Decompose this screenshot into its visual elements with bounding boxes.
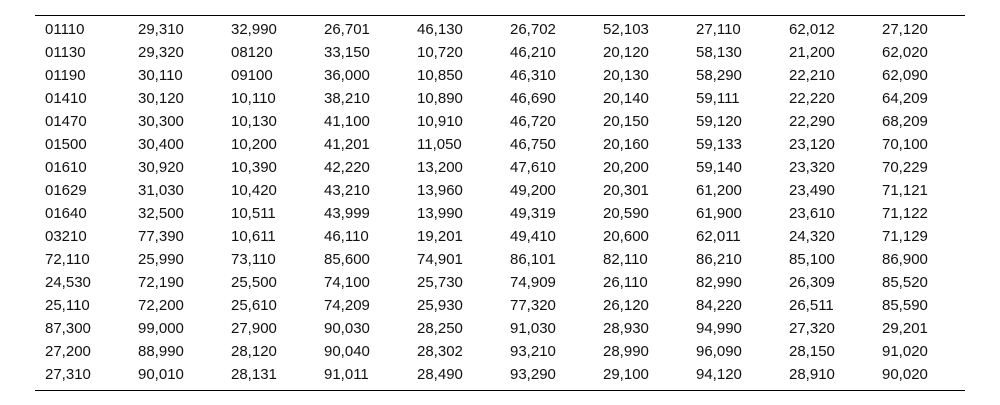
- table-cell: 03210: [45, 228, 87, 245]
- table-row: [35, 294, 965, 317]
- code-table-body: [35, 18, 965, 386]
- table-cell: 42,220: [324, 159, 370, 176]
- table-cell: 25,500: [231, 274, 277, 291]
- table-cell: 43,999: [324, 205, 370, 222]
- table-cell: 90,040: [324, 343, 370, 360]
- table-cell: 26,309: [789, 274, 835, 291]
- table-cell: 01110: [45, 21, 85, 38]
- table-cell: 90,030: [324, 320, 370, 337]
- table-cell: 22,290: [789, 113, 835, 130]
- table-cell: 20,301: [603, 182, 649, 199]
- table-cell: 73,110: [231, 251, 276, 268]
- table-row: [35, 110, 965, 133]
- table-cell: 74,909: [510, 274, 556, 291]
- table-cell: 23,490: [789, 182, 835, 199]
- table-cell: 01130: [45, 44, 86, 61]
- code-table-container: [35, 15, 965, 391]
- table-cell: 10,720: [417, 44, 463, 61]
- table-row: [35, 41, 965, 64]
- table-cell: 86,900: [882, 251, 928, 268]
- table-cell: 24,530: [45, 274, 91, 291]
- table-cell: 93,290: [510, 366, 556, 383]
- table-row: [35, 133, 965, 156]
- table-row: [35, 202, 965, 225]
- table-cell: 74,209: [324, 297, 370, 314]
- table-cell: 26,120: [603, 297, 649, 314]
- table-cell: 01190: [45, 67, 86, 84]
- table-cell: 61,900: [696, 205, 742, 222]
- table-cell: 49,200: [510, 182, 556, 199]
- table-cell: 85,520: [882, 274, 928, 291]
- table-cell: 46,130: [417, 21, 463, 38]
- table-cell: 30,920: [138, 159, 184, 176]
- table-row: [35, 156, 965, 179]
- table-cell: 29,310: [138, 21, 184, 38]
- table-cell: 29,100: [603, 366, 649, 383]
- table-row: [35, 18, 965, 41]
- table-cell: 62,020: [882, 44, 928, 61]
- table-cell: 24,320: [789, 228, 835, 245]
- table-cell: 36,000: [324, 67, 370, 84]
- table-cell: 30,400: [138, 136, 184, 153]
- table-cell: 28,120: [231, 343, 277, 360]
- table-cell: 27,320: [789, 320, 835, 337]
- table-cell: 58,130: [696, 44, 742, 61]
- table-cell: 13,990: [417, 205, 463, 222]
- table-cell: 72,200: [138, 297, 184, 314]
- table-row: [35, 271, 965, 294]
- table-cell: 46,720: [510, 113, 556, 130]
- table-cell: 62,090: [882, 67, 928, 84]
- table-cell: 10,200: [231, 136, 277, 153]
- table-cell: 27,120: [882, 21, 928, 38]
- table-cell: 74,901: [417, 251, 463, 268]
- table-cell: 21,200: [789, 44, 835, 61]
- table-cell: 94,120: [696, 366, 742, 383]
- table-row: [35, 87, 965, 110]
- table-cell: 20,130: [603, 67, 649, 84]
- table-cell: 43,210: [324, 182, 370, 199]
- table-cell: 30,110: [138, 67, 183, 84]
- table-cell: 64,209: [882, 90, 928, 107]
- table-cell: 46,210: [510, 44, 556, 61]
- table-cell: 58,290: [696, 67, 742, 84]
- table-cell: 91,030: [510, 320, 556, 337]
- table-cell: 26,110: [603, 274, 648, 291]
- table-cell: 28,910: [789, 366, 835, 383]
- table-cell: 59,120: [696, 113, 742, 130]
- table-cell: 25,930: [417, 297, 463, 314]
- table-cell: 10,890: [417, 90, 463, 107]
- table-row: [35, 225, 965, 248]
- table-cell: 13,200: [417, 159, 463, 176]
- table-cell: 20,590: [603, 205, 649, 222]
- table-cell: 86,101: [510, 251, 556, 268]
- table-cell: 61,200: [696, 182, 742, 199]
- table-cell: 25,730: [417, 274, 463, 291]
- table-cell: 84,220: [696, 297, 742, 314]
- table-cell: 74,100: [324, 274, 370, 291]
- table-cell: 26,702: [510, 21, 556, 38]
- table-cell: 62,011: [696, 228, 741, 245]
- table-cell: 27,200: [45, 343, 91, 360]
- table-cell: 25,110: [45, 297, 90, 314]
- table-cell: 88,990: [138, 343, 184, 360]
- table-cell: 30,120: [138, 90, 184, 107]
- table-cell: 20,600: [603, 228, 649, 245]
- table-cell: 01640: [45, 205, 87, 222]
- table-cell: 10,611: [231, 228, 276, 245]
- table-cell: 41,201: [324, 136, 370, 153]
- table-cell: 46,690: [510, 90, 556, 107]
- table-cell: 19,201: [417, 228, 463, 245]
- table-cell: 28,930: [603, 320, 649, 337]
- table-cell: 22,220: [789, 90, 835, 107]
- table-cell: 52,103: [603, 21, 649, 38]
- table-cell: 10,130: [231, 113, 277, 130]
- table-cell: 91,011: [324, 366, 369, 383]
- table-cell: 28,990: [603, 343, 649, 360]
- table-cell: 82,990: [696, 274, 742, 291]
- table-cell: 26,511: [789, 297, 834, 314]
- table-cell: 10,511: [231, 205, 276, 222]
- table-cell: 29,201: [882, 320, 928, 337]
- table-cell: 10,390: [231, 159, 277, 176]
- table-cell: 31,030: [138, 182, 184, 199]
- table-cell: 62,012: [789, 21, 835, 38]
- table-cell: 08120: [231, 44, 273, 61]
- table-cell: 01410: [45, 90, 87, 107]
- table-cell: 49,319: [510, 205, 556, 222]
- table-cell: 28,150: [789, 343, 835, 360]
- table-cell: 27,900: [231, 320, 277, 337]
- table-cell: 38,210: [324, 90, 370, 107]
- table-cell: 22,210: [789, 67, 835, 84]
- table-cell: 28,250: [417, 320, 463, 337]
- table-cell: 71,129: [882, 228, 928, 245]
- table-cell: 71,122: [882, 205, 928, 222]
- table-cell: 94,990: [696, 320, 742, 337]
- table-cell: 87,300: [45, 320, 91, 337]
- table-row: [35, 64, 965, 87]
- table-cell: 77,320: [510, 297, 556, 314]
- table-cell: 20,120: [603, 44, 649, 61]
- table-cell: 01610: [45, 159, 87, 176]
- table-cell: 09100: [231, 67, 273, 84]
- table-cell: 01629: [45, 182, 87, 199]
- table-cell: 10,850: [417, 67, 463, 84]
- table-cell: 20,140: [603, 90, 649, 107]
- table-cell: 85,600: [324, 251, 370, 268]
- table-cell: 30,300: [138, 113, 184, 130]
- table-cell: 32,990: [231, 21, 277, 38]
- table-cell: 86,210: [696, 251, 742, 268]
- table-cell: 71,121: [882, 182, 928, 199]
- table-row: [35, 179, 965, 202]
- table-cell: 27,310: [45, 366, 91, 383]
- table-cell: 77,390: [138, 228, 184, 245]
- table-cell: 10,110: [231, 90, 276, 107]
- table-cell: 82,110: [603, 251, 648, 268]
- table-cell: 93,210: [510, 343, 556, 360]
- table-cell: 85,100: [789, 251, 835, 268]
- table-cell: 72,190: [138, 274, 184, 291]
- table-cell: 59,111: [696, 90, 740, 107]
- table-cell: 01500: [45, 136, 87, 153]
- table-cell: 85,590: [882, 297, 928, 314]
- table-cell: 91,020: [882, 343, 928, 360]
- table-cell: 59,140: [696, 159, 742, 176]
- table-cell: 46,750: [510, 136, 556, 153]
- table-cell: 20,200: [603, 159, 649, 176]
- table-cell: 41,100: [324, 113, 370, 130]
- table-cell: 27,110: [696, 21, 741, 38]
- table-cell: 28,302: [417, 343, 463, 360]
- table-cell: 23,120: [789, 136, 835, 153]
- table-cell: 20,150: [603, 113, 649, 130]
- table-cell: 70,100: [882, 136, 928, 153]
- table-cell: 25,990: [138, 251, 184, 268]
- table-cell: 13,960: [417, 182, 463, 199]
- table-cell: 90,020: [882, 366, 928, 383]
- table-cell: 72,110: [45, 251, 90, 268]
- table-cell: 68,209: [882, 113, 928, 130]
- table-cell: 33,150: [324, 44, 370, 61]
- table-row: [35, 248, 965, 271]
- table-cell: 99,000: [138, 320, 184, 337]
- table-cell: 32,500: [138, 205, 184, 222]
- table-cell: 23,610: [789, 205, 835, 222]
- table-cell: 01470: [45, 113, 87, 130]
- table-cell: 26,701: [324, 21, 370, 38]
- table-cell: 46,310: [510, 67, 556, 84]
- table-cell: 28,490: [417, 366, 463, 383]
- table-cell: 96,090: [696, 343, 742, 360]
- table-cell: 70,229: [882, 159, 928, 176]
- table-cell: 90,010: [138, 366, 184, 383]
- table-cell: 23,320: [789, 159, 835, 176]
- table-cell: 10,420: [231, 182, 277, 199]
- table-cell: 49,410: [510, 228, 556, 245]
- table-cell: 11,050: [417, 136, 462, 153]
- table-cell: 25,610: [231, 297, 277, 314]
- table-cell: 29,320: [138, 44, 184, 61]
- code-table: [35, 18, 965, 386]
- table-row: [35, 317, 965, 340]
- table-cell: 46,110: [324, 228, 369, 245]
- table-cell: 20,160: [603, 136, 649, 153]
- table-cell: 10,910: [417, 113, 463, 130]
- table-row: [35, 363, 965, 386]
- table-row: [35, 340, 965, 363]
- table-cell: 47,610: [510, 159, 556, 176]
- table-cell: 28,131: [231, 366, 277, 383]
- table-cell: 59,133: [696, 136, 742, 153]
